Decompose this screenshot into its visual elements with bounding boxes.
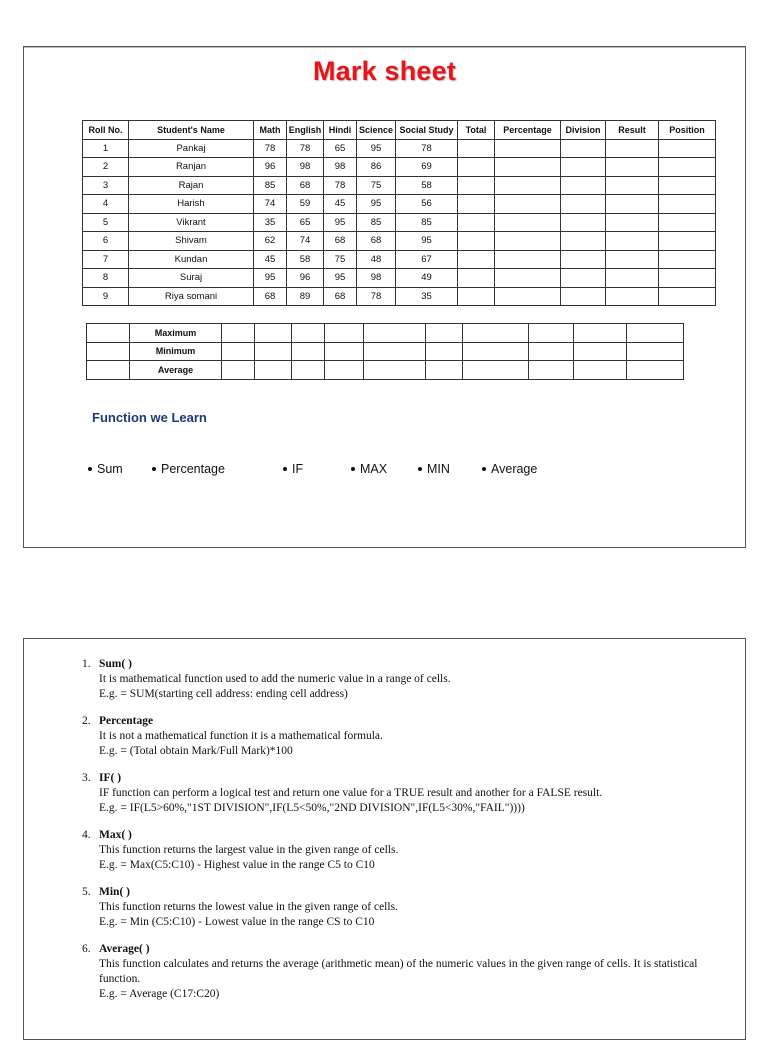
function-item-min	[418, 462, 450, 476]
table-cell	[458, 195, 495, 214]
table-cell: Riya somani	[129, 287, 254, 306]
bullet-icon	[482, 467, 486, 471]
summary-cell	[463, 342, 529, 361]
table-row	[83, 232, 716, 251]
summary-cell	[255, 324, 292, 343]
function-label: Average	[491, 462, 538, 476]
table-cell: 78	[324, 176, 357, 195]
table-cell: 74	[254, 195, 287, 214]
table-cell: 59	[287, 195, 324, 214]
table-cell	[495, 232, 561, 251]
table-cell: 95	[324, 213, 357, 232]
table-cell: 78	[357, 287, 396, 306]
table-cell: Rajan	[129, 176, 254, 195]
bullet-icon	[152, 467, 156, 471]
summary-cell	[627, 361, 684, 380]
table-cell	[659, 176, 716, 195]
header-result: Result	[606, 121, 659, 140]
table-cell	[561, 195, 606, 214]
table-cell: 49	[396, 269, 458, 288]
note-heading: IF( )	[99, 772, 122, 784]
summary-cell	[325, 342, 364, 361]
table-cell: 68	[254, 287, 287, 306]
table-cell	[495, 269, 561, 288]
table-cell	[561, 250, 606, 269]
summary-cell	[529, 324, 574, 343]
summary-cell	[325, 361, 364, 380]
note-heading: Max( )	[99, 829, 132, 841]
table-cell: 5	[83, 213, 129, 232]
table-cell: 62	[254, 232, 287, 251]
function-label: Percentage	[161, 462, 225, 476]
table-cell	[606, 195, 659, 214]
table-cell	[495, 250, 561, 269]
note-number: 3.	[82, 772, 91, 784]
functions-notes-page	[23, 638, 746, 1040]
table-cell	[659, 232, 716, 251]
table-row	[83, 287, 716, 306]
summary-row	[87, 342, 684, 361]
header-social-study: Social Study	[396, 121, 458, 140]
table-cell	[495, 139, 561, 158]
summary-label: Average	[130, 361, 222, 380]
function-label: Sum	[97, 462, 123, 476]
table-cell: 56	[396, 195, 458, 214]
table-cell	[606, 232, 659, 251]
table-cell	[458, 139, 495, 158]
function-item-average	[482, 462, 537, 476]
table-cell	[495, 195, 561, 214]
note-heading: Min( )	[99, 886, 130, 898]
note-number: 4.	[82, 829, 91, 841]
function-label: MIN	[427, 462, 450, 476]
table-cell: 75	[324, 250, 357, 269]
summary-cell	[627, 324, 684, 343]
table-cell: 95	[324, 269, 357, 288]
table-cell: 58	[396, 176, 458, 195]
table-cell: 98	[357, 269, 396, 288]
table-cell: 3	[83, 176, 129, 195]
table-cell: 85	[396, 213, 458, 232]
note-line: This function returns the largest value in the given range of cells.	[99, 844, 399, 856]
header-position: Position	[659, 121, 716, 140]
table-cell	[561, 269, 606, 288]
header-math: Math	[254, 121, 287, 140]
bullet-icon	[283, 467, 287, 471]
summary-cell	[463, 361, 529, 380]
table-cell: 8	[83, 269, 129, 288]
note-number: 6.	[82, 943, 91, 955]
summary-cell	[255, 342, 292, 361]
table-cell: 9	[83, 287, 129, 306]
table-cell: 95	[254, 269, 287, 288]
summary-cell	[87, 361, 130, 380]
table-cell	[659, 158, 716, 177]
functions-heading: Function we Learn	[92, 410, 207, 425]
table-row	[83, 176, 716, 195]
table-cell	[659, 287, 716, 306]
table-cell	[458, 250, 495, 269]
marks-table	[82, 120, 716, 306]
function-note	[82, 885, 722, 930]
summary-cell	[292, 324, 325, 343]
summary-cell	[222, 342, 255, 361]
table-row	[83, 139, 716, 158]
function-note	[82, 657, 722, 702]
table-cell	[606, 287, 659, 306]
note-number: 2.	[82, 715, 91, 727]
note-heading: Average( )	[99, 943, 150, 955]
table-cell: 68	[324, 287, 357, 306]
note-line: IF function can perform a logical test and return one value for a TRUE result and another for a FALSE result.	[99, 787, 603, 799]
table-cell: Harish	[129, 195, 254, 214]
header-percentage: Percentage	[495, 121, 561, 140]
header-hindi: Hindi	[324, 121, 357, 140]
summary-cell	[292, 342, 325, 361]
summary-label: Maximum	[130, 324, 222, 343]
function-item-percentage	[152, 462, 225, 476]
table-header-row	[83, 121, 716, 140]
marks-table-body	[83, 139, 716, 306]
table-cell	[606, 158, 659, 177]
table-cell: 35	[396, 287, 458, 306]
table-cell: 58	[287, 250, 324, 269]
table-cell	[561, 213, 606, 232]
summary-cell	[87, 324, 130, 343]
table-cell	[561, 232, 606, 251]
table-cell: 75	[357, 176, 396, 195]
table-cell	[561, 176, 606, 195]
table-cell: 48	[357, 250, 396, 269]
table-cell: 85	[254, 176, 287, 195]
table-cell: 68	[357, 232, 396, 251]
function-note	[82, 942, 722, 1002]
summary-cell	[364, 324, 426, 343]
table-cell	[458, 176, 495, 195]
table-cell: Kundan	[129, 250, 254, 269]
summary-cell	[529, 361, 574, 380]
table-cell	[458, 269, 495, 288]
table-cell	[606, 139, 659, 158]
header-total: Total	[458, 121, 495, 140]
table-cell	[659, 139, 716, 158]
note-line: E.g. = Max(C5:C10) - Highest value in the range C5 to C10	[99, 859, 375, 871]
functions-list	[88, 462, 738, 480]
function-item-if	[283, 462, 303, 476]
table-cell	[659, 269, 716, 288]
bullet-icon	[418, 467, 422, 471]
summary-cell	[426, 361, 463, 380]
table-cell	[495, 158, 561, 177]
summary-row	[87, 361, 684, 380]
note-line: E.g. = Average (C17:C20)	[99, 988, 220, 1000]
table-cell	[495, 287, 561, 306]
note-line: E.g. = Min (C5:C10) - Lowest value in the range CS to C10	[99, 916, 375, 928]
header-english: English	[287, 121, 324, 140]
note-heading: Percentage	[99, 715, 154, 727]
table-cell: 95	[357, 195, 396, 214]
table-cell	[495, 176, 561, 195]
marksheet-page	[23, 46, 746, 548]
table-cell: Vikrant	[129, 213, 254, 232]
summary-label: Minimum	[130, 342, 222, 361]
table-cell: 45	[324, 195, 357, 214]
table-cell	[458, 213, 495, 232]
header-division: Division	[561, 121, 606, 140]
summary-cell	[627, 342, 684, 361]
note-line: It is mathematical function used to add the numeric value in a range of cells.	[99, 673, 451, 685]
table-cell: 74	[287, 232, 324, 251]
table-cell: Ranjan	[129, 158, 254, 177]
summary-cell	[292, 361, 325, 380]
summary-cell	[529, 342, 574, 361]
table-cell: 96	[287, 269, 324, 288]
table-cell: 4	[83, 195, 129, 214]
table-cell	[561, 158, 606, 177]
table-cell	[606, 176, 659, 195]
summary-cell	[364, 361, 426, 380]
table-cell: 65	[287, 213, 324, 232]
summary-table	[86, 323, 684, 380]
table-row	[83, 213, 716, 232]
table-row	[83, 195, 716, 214]
header-science: Science	[357, 121, 396, 140]
table-row	[83, 269, 716, 288]
summary-cell	[463, 324, 529, 343]
table-cell: 67	[396, 250, 458, 269]
summary-cell	[364, 342, 426, 361]
summary-cell	[222, 361, 255, 380]
table-cell	[659, 195, 716, 214]
function-label: IF	[292, 462, 304, 476]
note-heading: Sum( )	[99, 658, 132, 670]
table-cell: 35	[254, 213, 287, 232]
function-label: MAX	[360, 462, 388, 476]
note-number: 1.	[82, 658, 91, 670]
note-line: E.g. = SUM(starting cell address: ending cell address)	[99, 688, 348, 700]
table-cell: 95	[357, 139, 396, 158]
table-cell	[458, 158, 495, 177]
table-cell: 45	[254, 250, 287, 269]
function-note	[82, 828, 722, 873]
table-cell	[561, 287, 606, 306]
table-cell: 7	[83, 250, 129, 269]
summary-cell	[255, 361, 292, 380]
table-cell: 68	[287, 176, 324, 195]
summary-cell	[574, 324, 627, 343]
table-row	[83, 250, 716, 269]
table-cell	[659, 250, 716, 269]
table-cell	[659, 213, 716, 232]
note-line: E.g. = (Total obtain Mark/Full Mark)*100	[99, 745, 293, 757]
table-cell: 95	[396, 232, 458, 251]
summary-row	[87, 324, 684, 343]
table-row	[83, 158, 716, 177]
table-cell: Pankaj	[129, 139, 254, 158]
table-cell: 85	[357, 213, 396, 232]
note-line: It is not a mathematical function it is a mathematical formula.	[99, 730, 383, 742]
note-number: 5.	[82, 886, 91, 898]
table-cell: 98	[324, 158, 357, 177]
note-line: This function returns the lowest value in the given range of cells.	[99, 901, 398, 913]
summary-cell	[426, 342, 463, 361]
summary-cell	[426, 324, 463, 343]
table-cell: Shivam	[129, 232, 254, 251]
table-cell: Suraj	[129, 269, 254, 288]
function-notes-list	[82, 657, 722, 1014]
function-note	[82, 771, 722, 816]
summary-cell	[87, 342, 130, 361]
table-cell: 98	[287, 158, 324, 177]
table-cell	[495, 213, 561, 232]
table-cell	[458, 287, 495, 306]
table-cell: 78	[287, 139, 324, 158]
note-line: This function calculates and returns the average (arithmetic mean) of the numeric values in the given range of cells. It is statistical function.	[99, 958, 698, 985]
function-note	[82, 714, 722, 759]
table-cell: 1	[83, 139, 129, 158]
table-cell: 78	[396, 139, 458, 158]
table-cell: 96	[254, 158, 287, 177]
table-cell	[606, 269, 659, 288]
table-cell	[606, 250, 659, 269]
table-cell: 65	[324, 139, 357, 158]
note-line: E.g. = IF(L5>60%,"1ST DIVISION",IF(L5<50%,"2ND DIVISION",IF(L5<30%,"FAIL"))))	[99, 802, 525, 814]
table-cell: 6	[83, 232, 129, 251]
summary-cell	[574, 361, 627, 380]
summary-cell	[222, 324, 255, 343]
summary-table-body	[87, 324, 684, 380]
bullet-icon	[351, 467, 355, 471]
summary-cell	[574, 342, 627, 361]
table-cell	[458, 232, 495, 251]
table-cell: 2	[83, 158, 129, 177]
table-cell: 89	[287, 287, 324, 306]
page-title: Mark sheet	[312, 56, 457, 86]
header-student-name: Student's Name	[129, 121, 254, 140]
function-item-sum	[88, 462, 123, 476]
table-cell	[606, 213, 659, 232]
table-cell: 68	[324, 232, 357, 251]
function-item-max	[351, 462, 387, 476]
header-roll-no: Roll No.	[83, 121, 129, 140]
table-cell: 86	[357, 158, 396, 177]
table-cell: 69	[396, 158, 458, 177]
table-cell: 78	[254, 139, 287, 158]
bullet-icon	[88, 467, 92, 471]
table-cell	[561, 139, 606, 158]
summary-cell	[325, 324, 364, 343]
